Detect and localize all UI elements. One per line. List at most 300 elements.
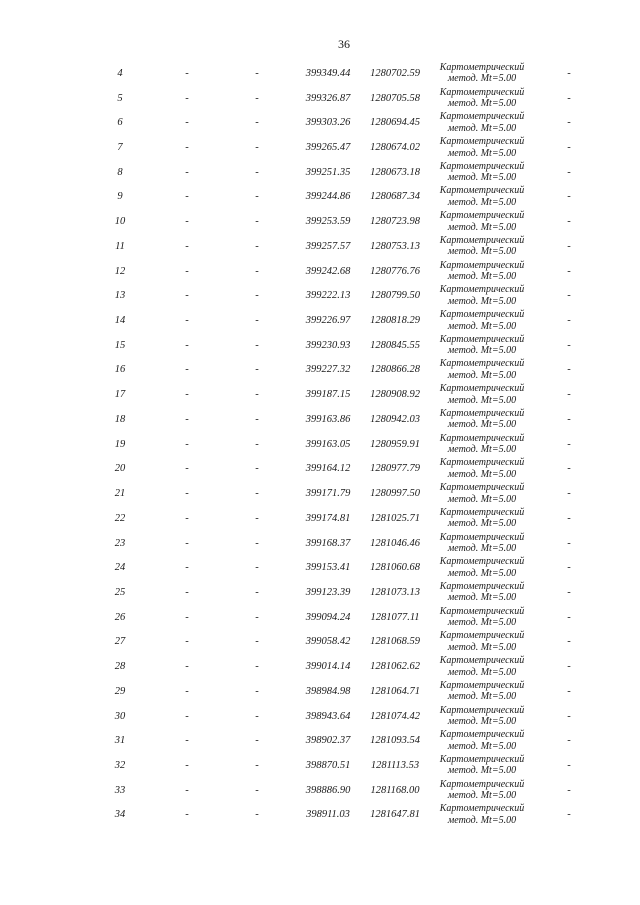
empty-value-d: - (567, 562, 571, 574)
coordinate-x: 399326.87 (305, 92, 351, 104)
empty-value-d: - (567, 339, 571, 351)
coordinates-table (0, 61, 640, 827)
coordinate-x: 399174.81 (305, 512, 351, 524)
empty-value-a: - (185, 265, 189, 277)
empty-value-b: - (255, 166, 259, 178)
method-line-2: метод. Mt=5.00 (447, 518, 517, 530)
coordinate-y: 1280845.55 (370, 339, 420, 351)
method-line-1: Картометрический (439, 210, 525, 222)
coordinate-y: 1280866.28 (370, 364, 420, 376)
empty-value-a: - (185, 438, 189, 450)
method-cell (432, 778, 532, 803)
method-line-1: Картометрический (439, 704, 525, 716)
coordinate-y: 1281093.54 (370, 735, 420, 747)
empty-value-b: - (255, 636, 259, 648)
method-line-2: метод. Mt=5.00 (447, 740, 517, 752)
coordinate-y: 1280776.76 (370, 265, 420, 277)
table-row (0, 308, 640, 333)
empty-value-b: - (255, 611, 259, 623)
point-number: 8 (117, 166, 123, 178)
empty-value-b: - (255, 809, 259, 821)
empty-value-b: - (255, 463, 259, 475)
empty-value-a: - (185, 117, 189, 129)
empty-value-d: - (567, 636, 571, 648)
table-row (0, 110, 640, 135)
empty-value-d: - (567, 142, 571, 154)
coordinate-y: 1281113.53 (370, 759, 420, 771)
method-cell (432, 407, 532, 432)
table-row (0, 160, 640, 185)
empty-value-a: - (185, 537, 189, 549)
coordinate-x: 398911.03 (306, 809, 350, 821)
empty-value-a: - (185, 339, 189, 351)
empty-value-a: - (185, 661, 189, 673)
empty-value-a: - (185, 488, 189, 500)
method-line-1: Картометрический (439, 531, 525, 543)
point-number: 15 (114, 339, 126, 351)
empty-value-d: - (567, 191, 571, 203)
coordinate-y: 1281064.71 (370, 685, 420, 697)
table-row (0, 234, 640, 259)
empty-value-d: - (567, 290, 571, 302)
empty-value-d: - (567, 117, 571, 129)
method-cell (432, 531, 532, 556)
method-cell (432, 704, 532, 729)
empty-value-d: - (567, 216, 571, 228)
method-cell (432, 382, 532, 407)
point-number: 11 (115, 240, 125, 252)
empty-value-b: - (255, 413, 259, 425)
method-line-2: метод. Mt=5.00 (447, 617, 517, 629)
method-line-2: метод. Mt=5.00 (447, 246, 517, 258)
coordinate-y: 1281025.71 (370, 512, 420, 524)
method-cell (432, 185, 532, 210)
coordinate-y: 1280753.13 (370, 240, 420, 252)
empty-value-d: - (567, 784, 571, 796)
method-line-1: Картометрический (439, 185, 525, 197)
empty-value-d: - (567, 389, 571, 401)
empty-value-d: - (567, 364, 571, 376)
method-cell (432, 605, 532, 630)
method-line-1: Картометрический (439, 333, 525, 345)
coordinate-x: 399094.24 (305, 611, 351, 623)
method-line-1: Картометрический (439, 580, 525, 592)
point-number: 32 (114, 759, 126, 771)
coordinate-x: 399244.86 (305, 191, 351, 203)
empty-value-b: - (255, 191, 259, 203)
method-line-1: Картометрический (439, 506, 525, 518)
method-cell (432, 457, 532, 482)
coordinate-x: 398943.64 (305, 710, 351, 722)
coordinate-y: 1281073.13 (370, 586, 420, 598)
table-row (0, 531, 640, 556)
empty-value-b: - (255, 735, 259, 747)
method-line-2: метод. Mt=5.00 (447, 394, 517, 406)
empty-value-a: - (185, 315, 189, 327)
empty-value-b: - (255, 240, 259, 252)
empty-value-a: - (185, 809, 189, 821)
table-row (0, 432, 640, 457)
empty-value-d: - (567, 438, 571, 450)
table-row (0, 580, 640, 605)
coordinate-x: 398886.90 (305, 784, 351, 796)
coordinate-x: 399014.14 (305, 661, 351, 673)
empty-value-d: - (567, 265, 571, 277)
empty-value-b: - (255, 67, 259, 79)
method-cell (432, 333, 532, 358)
table-row (0, 481, 640, 506)
coordinate-x: 399164.12 (305, 463, 351, 475)
coordinate-x: 399349.44 (305, 67, 351, 79)
method-line-1: Картометрический (439, 655, 525, 667)
coordinate-x: 399303.26 (305, 117, 351, 129)
method-line-2: метод. Mt=5.00 (447, 122, 517, 134)
point-number: 20 (114, 463, 126, 475)
method-cell (432, 506, 532, 531)
coordinate-x: 399163.86 (305, 413, 351, 425)
coordinate-x: 399227.32 (305, 364, 351, 376)
method-line-1: Картометрический (439, 259, 525, 271)
coordinate-y: 1280705.58 (370, 92, 420, 104)
table-row (0, 382, 640, 407)
method-line-1: Картометрический (439, 753, 525, 765)
empty-value-d: - (567, 166, 571, 178)
method-cell (432, 481, 532, 506)
method-line-1: Картометрический (439, 729, 525, 741)
empty-value-d: - (567, 92, 571, 104)
method-line-2: метод. Mt=5.00 (447, 691, 517, 703)
method-line-2: метод. Mt=5.00 (447, 543, 517, 555)
empty-value-b: - (255, 586, 259, 598)
point-number: 29 (114, 685, 126, 697)
method-cell (432, 358, 532, 383)
empty-value-b: - (255, 315, 259, 327)
table-row (0, 605, 640, 630)
coordinate-x: 399257.57 (305, 240, 351, 252)
point-number: 7 (117, 142, 123, 154)
point-number: 23 (114, 537, 126, 549)
empty-value-a: - (185, 216, 189, 228)
empty-value-a: - (185, 735, 189, 747)
empty-value-b: - (255, 142, 259, 154)
table-row (0, 209, 640, 234)
point-number: 12 (114, 265, 126, 277)
empty-value-b: - (255, 438, 259, 450)
empty-value-a: - (185, 586, 189, 598)
method-line-2: метод. Mt=5.00 (447, 172, 517, 184)
empty-value-d: - (567, 537, 571, 549)
table-row (0, 728, 640, 753)
empty-value-b: - (255, 389, 259, 401)
method-cell (432, 209, 532, 234)
coordinate-x: 399123.39 (305, 586, 351, 598)
method-line-2: метод. Mt=5.00 (447, 73, 517, 85)
empty-value-a: - (185, 611, 189, 623)
coordinate-y: 1280977.79 (370, 463, 420, 475)
empty-value-a: - (185, 413, 189, 425)
table-row (0, 135, 640, 160)
table-row (0, 457, 640, 482)
method-line-1: Картометрический (439, 803, 525, 815)
empty-value-d: - (567, 463, 571, 475)
method-cell (432, 308, 532, 333)
point-number: 22 (114, 512, 126, 524)
empty-value-d: - (567, 611, 571, 623)
method-line-1: Картометрический (439, 61, 525, 73)
method-cell (432, 234, 532, 259)
method-cell (432, 803, 532, 828)
method-cell (432, 86, 532, 111)
method-line-2: метод. Mt=5.00 (447, 814, 517, 826)
empty-value-a: - (185, 636, 189, 648)
table-row (0, 358, 640, 383)
coordinate-y: 1280942.03 (370, 413, 420, 425)
table-row (0, 555, 640, 580)
point-number: 34 (114, 809, 126, 821)
point-number: 16 (114, 364, 126, 376)
empty-value-b: - (255, 710, 259, 722)
empty-value-b: - (255, 265, 259, 277)
method-line-1: Картометрический (439, 679, 525, 691)
coordinate-x: 399058.42 (305, 636, 351, 648)
method-line-2: метод. Mt=5.00 (447, 320, 517, 332)
method-line-1: Картометрический (439, 383, 525, 395)
empty-value-d: - (567, 488, 571, 500)
point-number: 33 (114, 784, 126, 796)
empty-value-a: - (185, 463, 189, 475)
empty-value-b: - (255, 537, 259, 549)
method-line-2: метод. Mt=5.00 (447, 641, 517, 653)
method-line-2: метод. Mt=5.00 (447, 592, 517, 604)
method-line-1: Картометрический (439, 556, 525, 568)
method-line-2: метод. Mt=5.00 (447, 790, 517, 802)
coordinate-y: 1281077.11 (370, 611, 420, 623)
table-row (0, 283, 640, 308)
method-line-2: метод. Mt=5.00 (447, 345, 517, 357)
method-line-2: метод. Mt=5.00 (447, 444, 517, 456)
table-row (0, 185, 640, 210)
empty-value-b: - (255, 512, 259, 524)
coordinate-x: 398902.37 (305, 735, 351, 747)
coordinate-x: 398984.98 (305, 685, 351, 697)
method-line-1: Картометрический (439, 284, 525, 296)
coordinate-y: 1280673.18 (370, 166, 420, 178)
point-number: 21 (114, 488, 126, 500)
coordinate-y: 1280799.50 (370, 290, 420, 302)
point-number: 19 (114, 438, 126, 450)
coordinate-y: 1280818.29 (370, 315, 420, 327)
coordinate-y: 1280702.59 (370, 67, 420, 79)
empty-value-b: - (255, 759, 259, 771)
table-row (0, 407, 640, 432)
point-number: 28 (114, 661, 126, 673)
coordinate-y: 1280723.98 (370, 216, 420, 228)
empty-value-b: - (255, 364, 259, 376)
empty-value-d: - (567, 710, 571, 722)
point-number: 5 (117, 92, 123, 104)
empty-value-b: - (255, 339, 259, 351)
coordinate-y: 1280687.34 (370, 191, 420, 203)
point-number: 25 (114, 586, 126, 598)
method-cell (432, 135, 532, 160)
method-line-2: метод. Mt=5.00 (447, 221, 517, 233)
empty-value-b: - (255, 92, 259, 104)
point-number: 24 (114, 562, 126, 574)
empty-value-d: - (567, 661, 571, 673)
coordinate-y: 1281062.62 (370, 661, 420, 673)
method-line-2: метод. Mt=5.00 (447, 567, 517, 579)
coordinate-x: 399230.93 (305, 339, 351, 351)
method-cell (432, 679, 532, 704)
coordinate-y: 1280959.91 (370, 438, 420, 450)
empty-value-a: - (185, 784, 189, 796)
empty-value-a: - (185, 364, 189, 376)
empty-value-b: - (255, 117, 259, 129)
empty-value-d: - (567, 735, 571, 747)
method-line-2: метод. Mt=5.00 (447, 271, 517, 283)
method-line-2: метод. Mt=5.00 (447, 98, 517, 110)
table-row (0, 654, 640, 679)
method-line-1: Картометрический (439, 234, 525, 246)
method-line-1: Картометрический (439, 111, 525, 123)
empty-value-b: - (255, 685, 259, 697)
method-line-2: метод. Mt=5.00 (447, 765, 517, 777)
coordinate-x: 399153.41 (305, 562, 351, 574)
table-row (0, 259, 640, 284)
method-line-2: метод. Mt=5.00 (447, 493, 517, 505)
empty-value-a: - (185, 389, 189, 401)
method-line-1: Картометрический (439, 482, 525, 494)
table-row (0, 679, 640, 704)
table-row (0, 506, 640, 531)
point-number: 10 (114, 216, 126, 228)
method-cell (432, 259, 532, 284)
table-row (0, 86, 640, 111)
method-line-2: метод. Mt=5.00 (447, 369, 517, 381)
empty-value-a: - (185, 191, 189, 203)
method-cell (432, 753, 532, 778)
coordinate-y: 1280694.45 (370, 117, 420, 129)
method-line-1: Картометрический (439, 358, 525, 370)
table-row (0, 778, 640, 803)
empty-value-a: - (185, 240, 189, 252)
coordinate-x: 399168.37 (305, 537, 351, 549)
coordinate-y: 1281074.42 (370, 710, 420, 722)
coordinate-x: 399171.79 (305, 488, 351, 500)
method-line-1: Картометрический (439, 86, 525, 98)
method-cell (432, 555, 532, 580)
point-number: 30 (114, 710, 126, 722)
empty-value-a: - (185, 166, 189, 178)
point-number: 6 (117, 117, 123, 129)
coordinate-y: 1280908.92 (370, 389, 420, 401)
empty-value-d: - (567, 413, 571, 425)
method-line-2: метод. Mt=5.00 (447, 468, 517, 480)
empty-value-a: - (185, 512, 189, 524)
empty-value-d: - (567, 685, 571, 697)
point-number: 14 (114, 315, 126, 327)
empty-value-a: - (185, 290, 189, 302)
empty-value-b: - (255, 290, 259, 302)
empty-value-a: - (185, 710, 189, 722)
empty-value-b: - (255, 488, 259, 500)
table-row (0, 61, 640, 86)
point-number: 18 (114, 413, 126, 425)
method-line-1: Картометрический (439, 630, 525, 642)
method-cell (432, 110, 532, 135)
empty-value-a: - (185, 685, 189, 697)
empty-value-d: - (567, 512, 571, 524)
empty-value-d: - (567, 759, 571, 771)
method-line-1: Картометрический (439, 432, 525, 444)
coordinate-x: 399226.97 (305, 315, 351, 327)
table-row (0, 803, 640, 828)
method-line-2: метод. Mt=5.00 (447, 295, 517, 307)
page-number: 36 (338, 37, 350, 51)
method-cell (432, 654, 532, 679)
coordinate-y: 1281060.68 (370, 562, 420, 574)
coordinate-x: 399222.13 (305, 290, 351, 302)
method-cell (432, 283, 532, 308)
empty-value-a: - (185, 92, 189, 104)
empty-value-d: - (567, 240, 571, 252)
table-row (0, 704, 640, 729)
coordinate-y: 1281068.59 (370, 636, 420, 648)
method-cell (432, 630, 532, 655)
method-line-2: метод. Mt=5.00 (447, 666, 517, 678)
table-row (0, 333, 640, 358)
coordinate-y: 1280674.02 (370, 142, 420, 154)
empty-value-d: - (567, 67, 571, 79)
empty-value-b: - (255, 562, 259, 574)
method-line-1: Картометрический (439, 136, 525, 148)
empty-value-d: - (567, 586, 571, 598)
point-number: 17 (114, 389, 126, 401)
empty-value-b: - (255, 661, 259, 673)
coordinate-x: 398870.51 (305, 759, 351, 771)
point-number: 9 (117, 191, 123, 203)
coordinate-y: 1281168.00 (370, 784, 420, 796)
method-line-2: метод. Mt=5.00 (447, 419, 517, 431)
empty-value-a: - (185, 67, 189, 79)
empty-value-d: - (567, 315, 571, 327)
empty-value-b: - (255, 784, 259, 796)
method-line-1: Картометрический (439, 457, 525, 469)
method-cell (432, 61, 532, 86)
coordinate-x: 399242.68 (305, 265, 351, 277)
method-line-1: Картометрический (439, 407, 525, 419)
point-number: 4 (117, 67, 123, 79)
empty-value-a: - (185, 759, 189, 771)
method-line-2: метод. Mt=5.00 (447, 147, 517, 159)
coordinate-x: 399253.59 (305, 216, 351, 228)
coordinate-y: 1281046.46 (370, 537, 420, 549)
method-line-2: метод. Mt=5.00 (447, 716, 517, 728)
empty-value-a: - (185, 142, 189, 154)
method-line-1: Картометрический (439, 778, 525, 790)
coordinate-x: 399187.15 (305, 389, 351, 401)
method-line-1: Картометрический (439, 605, 525, 617)
method-cell (432, 580, 532, 605)
point-number: 26 (114, 611, 126, 623)
coordinate-x: 399251.35 (305, 166, 351, 178)
empty-value-a: - (185, 562, 189, 574)
method-cell (432, 432, 532, 457)
point-number: 31 (114, 735, 126, 747)
empty-value-b: - (255, 216, 259, 228)
method-line-2: метод. Mt=5.00 (447, 196, 517, 208)
coordinate-x: 399163.05 (305, 438, 351, 450)
